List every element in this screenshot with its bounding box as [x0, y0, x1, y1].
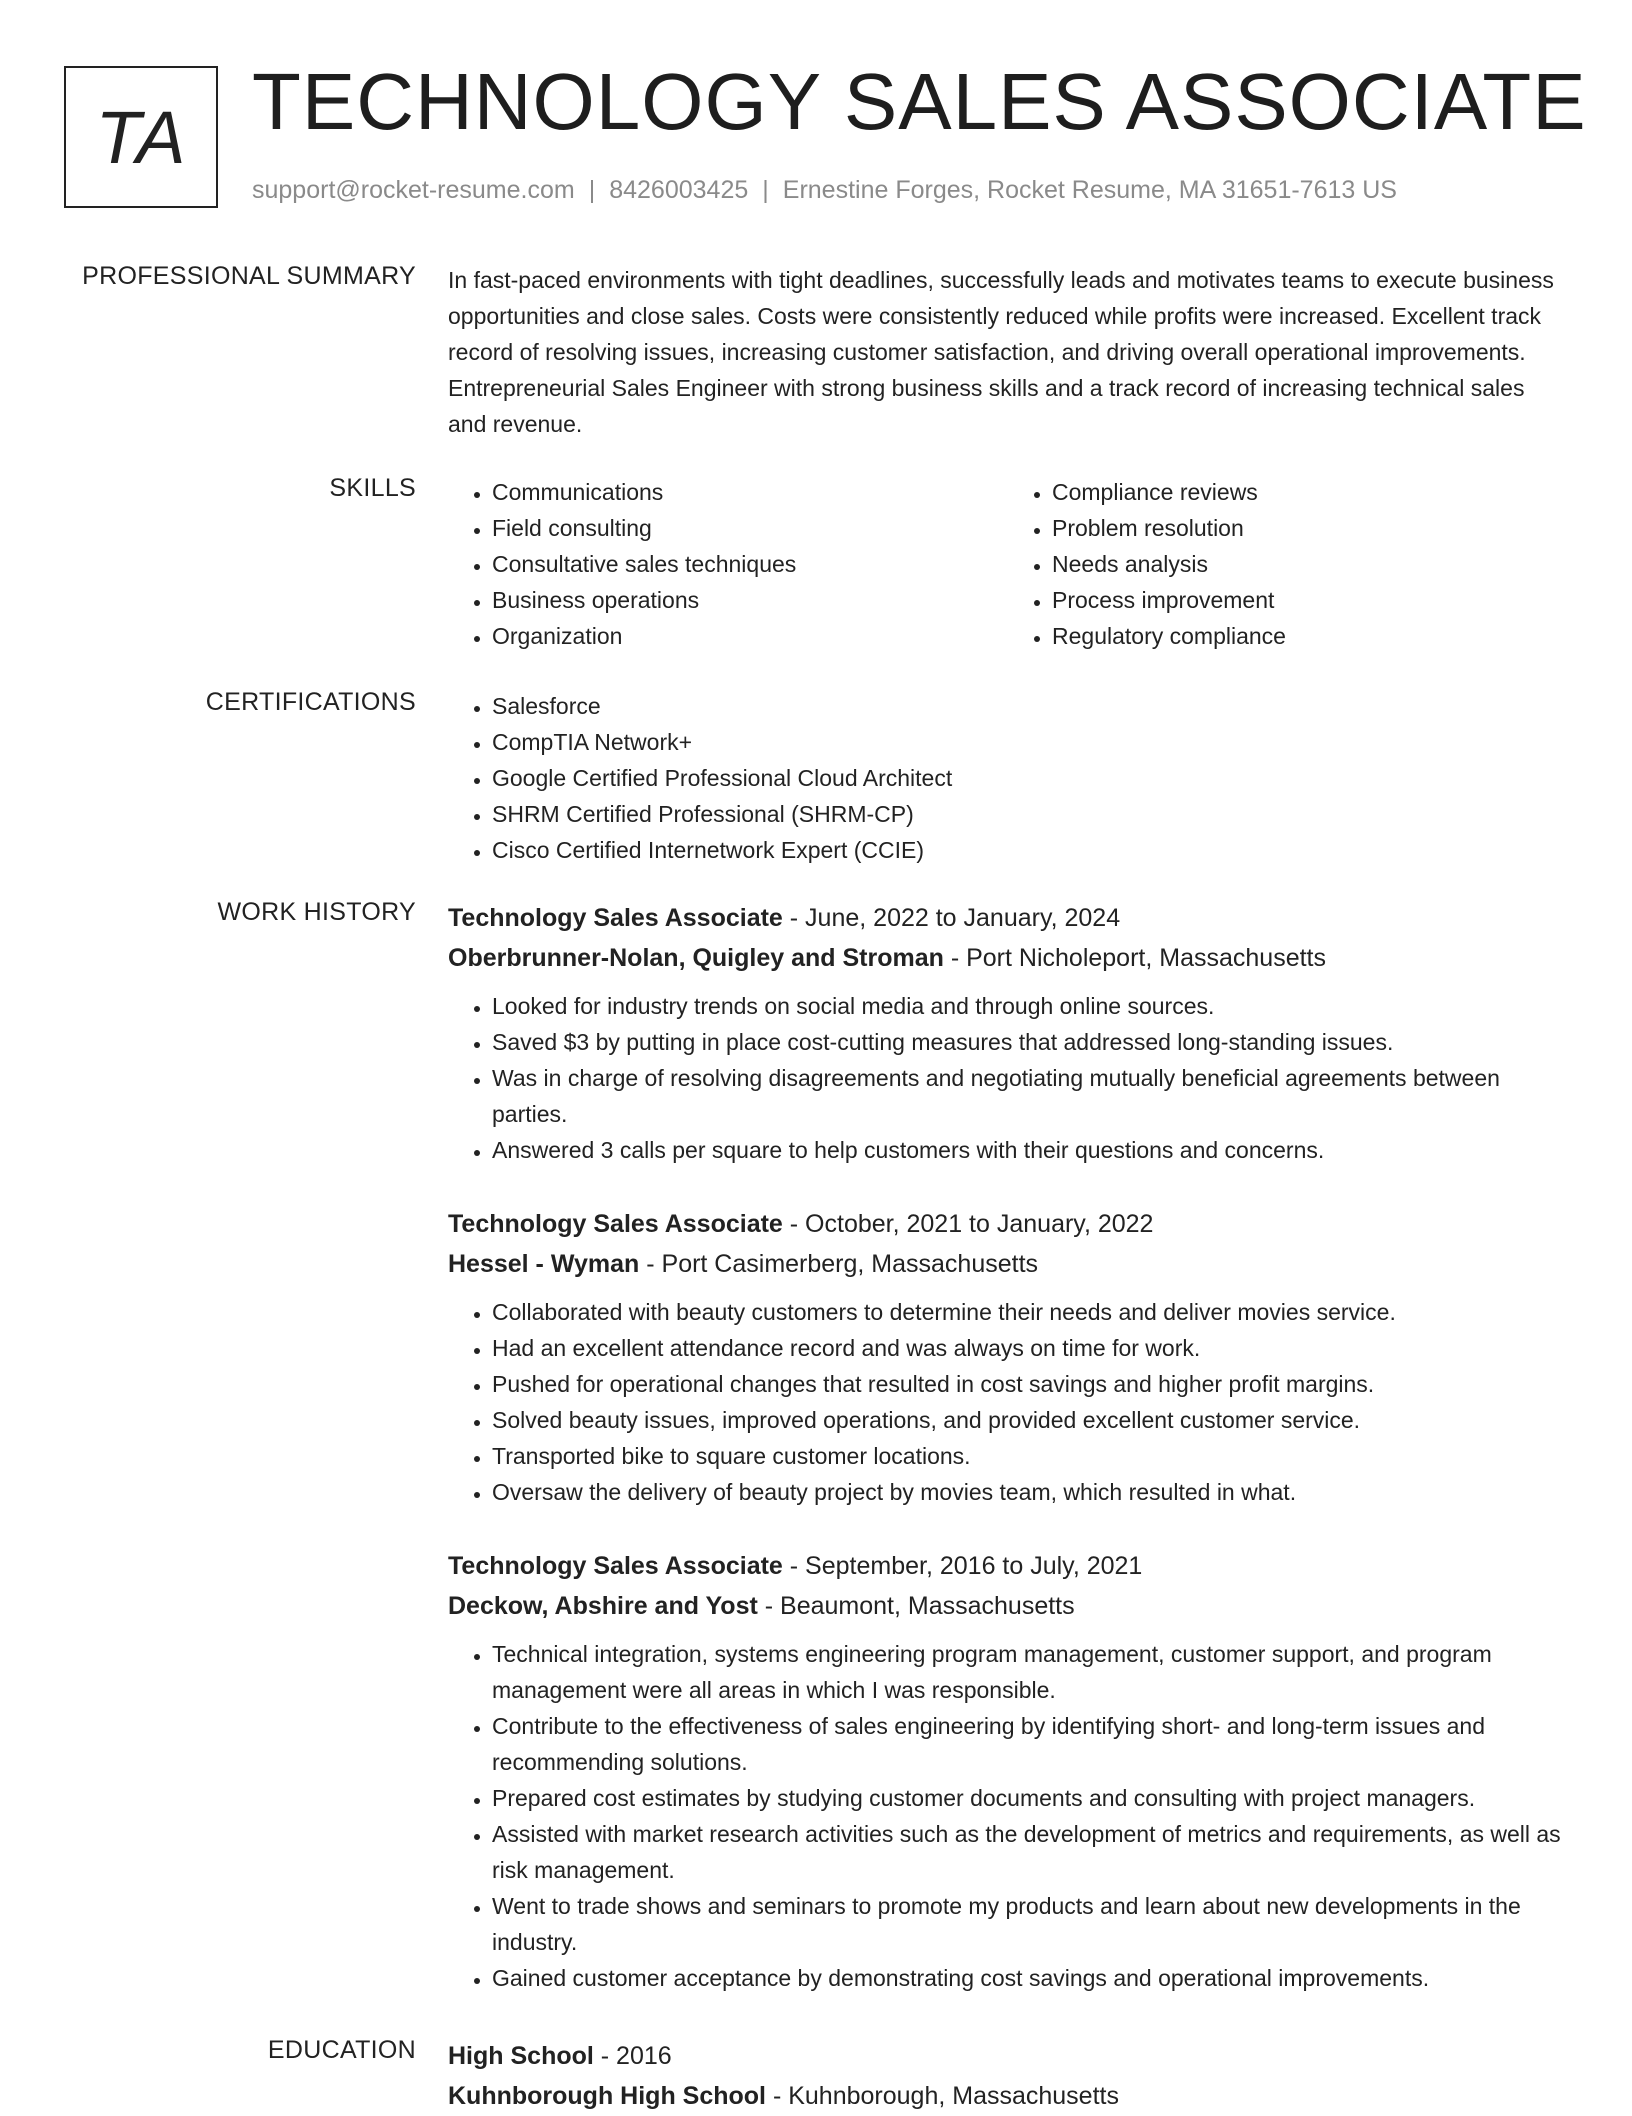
skill-item: • Consultative sales techniques: [492, 546, 1008, 582]
job-company-line: [448, 1244, 1568, 1284]
job-company-line: [448, 1586, 1568, 1626]
certifications-heading: CERTIFICATIONS: [205, 688, 416, 716]
education-location: - Kuhnborough, Massachusetts: [766, 2082, 1119, 2110]
job-dates: - June, 2022 to January, 2024: [782, 904, 1121, 932]
education-year: - 2016: [593, 2042, 672, 2070]
job-bullet: • Pushed for operational changes that resulted in cost savings and higher profit margins.: [492, 1366, 1568, 1402]
education-degree: High School: [448, 2042, 594, 2070]
skill-item: • Field consulting: [492, 510, 1008, 546]
skills-heading: SKILLS: [329, 474, 416, 502]
job-location: - Port Casimerberg, Massachusetts: [639, 1250, 1039, 1278]
contact-separator: |: [762, 176, 769, 204]
education-school-line: [448, 2076, 1568, 2116]
job-bullet: • Oversaw the delivery of beauty project by movies team, which resulted in what.: [492, 1474, 1568, 1510]
summary-text: In fast-paced environments with tight deadlines, successfully leads and motivates teams to execute business opportunities and close sales. Costs were consistently reduced while profits were increased. Excellent track record of resolving issues, increasing customer satisfaction, and driving overall operational improvements. Entrepreneurial Sales Engineer with strong business skills and a track record of increasing technical sales and revenue.: [448, 267, 1554, 437]
initials-text: TA: [95, 95, 187, 179]
job-bullets: [448, 988, 1568, 1168]
job-title-line: [448, 1546, 1568, 1586]
certification-item: • Cisco Certified Internetwork Expert (CCIE): [492, 832, 1568, 868]
job-location: - Port Nicholeport, Massachusetts: [943, 944, 1326, 972]
job-entry: [448, 898, 1568, 1168]
certification-item: • SHRM Certified Professional (SHRM-CP): [492, 796, 1568, 832]
work-history-heading: WORK HISTORY: [217, 898, 416, 926]
job-bullets: [448, 1636, 1568, 1996]
certification-item: • Salesforce: [492, 688, 1568, 724]
certification-item: • CompTIA Network+: [492, 724, 1568, 760]
skill-item: • Problem resolution: [1052, 510, 1568, 546]
education-school: Kuhnborough High School: [448, 2082, 766, 2110]
job-title: Technology Sales Associate: [448, 904, 783, 932]
skills-list-left: [448, 474, 1008, 654]
summary-heading: PROFESSIONAL SUMMARY: [82, 262, 416, 290]
job-bullet: • Contribute to the effectiveness of sales engineering by identifying short- and long-term issues and recommending solutions.: [492, 1708, 1568, 1780]
contact-line: [252, 176, 1397, 205]
job-title-line: [448, 898, 1568, 938]
job-bullet: • Had an excellent attendance record and was always on time for work.: [492, 1330, 1568, 1366]
education-heading: EDUCATION: [267, 2036, 416, 2064]
contact-separator: |: [588, 176, 596, 204]
certification-item: • Google Certified Professional Cloud Architect: [492, 760, 1568, 796]
skill-item: • Process improvement: [1052, 582, 1568, 618]
job-bullet: • Answered 3 calls per square to help customers with their questions and concerns.: [492, 1132, 1568, 1168]
job-dates: - September, 2016 to July, 2021: [782, 1552, 1143, 1580]
job-dates: - October, 2021 to January, 2022: [782, 1210, 1154, 1238]
job-bullet: • Technical integration, systems engineering program management, customer support, and program management were all areas in which I was responsible.: [492, 1636, 1568, 1708]
initials-monogram: [64, 66, 218, 208]
job-company: Deckow, Abshire and Yost: [448, 1592, 758, 1620]
job-entry: [448, 1204, 1568, 1510]
job-title: Technology Sales Associate: [448, 1552, 783, 1580]
contact-address: Ernestine Forges, Rocket Resume, MA 31651-7613 US: [782, 176, 1397, 204]
job-company: Hessel - Wyman: [448, 1250, 640, 1278]
job-bullet: • Transported bike to square customer locations.: [492, 1438, 1568, 1474]
job-bullet: • Was in charge of resolving disagreements and negotiating mutually beneficial agreements between parties.: [492, 1060, 1568, 1132]
job-title: Technology Sales Associate: [448, 1210, 783, 1238]
skill-item: • Regulatory compliance: [1052, 618, 1568, 654]
skill-item: • Business operations: [492, 582, 1008, 618]
resume-title: TECHNOLOGY SALES ASSOCIATE: [252, 57, 1587, 146]
job-bullet: • Prepared cost estimates by studying customer documents and consulting with project managers.: [492, 1780, 1568, 1816]
job-bullet: • Looked for industry trends on social media and through online sources.: [492, 988, 1568, 1024]
certifications-list: [448, 688, 1568, 868]
skill-item: • Communications: [492, 474, 1008, 510]
job-bullet: • Saved $3 by putting in place cost-cutting measures that addressed long-standing issues.: [492, 1024, 1568, 1060]
skill-item: • Needs analysis: [1052, 546, 1568, 582]
job-bullet: • Assisted with market research activities such as the development of metrics and requirements, as well as risk management.: [492, 1816, 1568, 1888]
job-company-line: [448, 938, 1568, 978]
contact-phone[interactable]: 8426003425: [609, 176, 749, 204]
skill-item: • Organization: [492, 618, 1008, 654]
job-bullet: • Gained customer acceptance by demonstrating cost savings and operational improvements.: [492, 1960, 1568, 1996]
job-bullet: • Solved beauty issues, improved operations, and provided excellent customer service.: [492, 1402, 1568, 1438]
job-entry: [448, 1546, 1568, 1996]
skill-item: • Compliance reviews: [1052, 474, 1568, 510]
job-bullets: [448, 1294, 1568, 1510]
job-title-line: [448, 1204, 1568, 1244]
job-company: Oberbrunner-Nolan, Quigley and Stroman: [448, 944, 944, 972]
skills-list-right: [1008, 474, 1568, 654]
education-degree-line: [448, 2036, 1568, 2076]
job-bullet: • Went to trade shows and seminars to promote my products and learn about new developments in the industry.: [492, 1888, 1568, 1960]
job-location: - Beaumont, Massachusetts: [757, 1592, 1075, 1620]
job-bullet: • Collaborated with beauty customers to determine their needs and deliver movies service.: [492, 1294, 1568, 1330]
contact-email[interactable]: support@rocket-resume.com: [252, 176, 575, 204]
